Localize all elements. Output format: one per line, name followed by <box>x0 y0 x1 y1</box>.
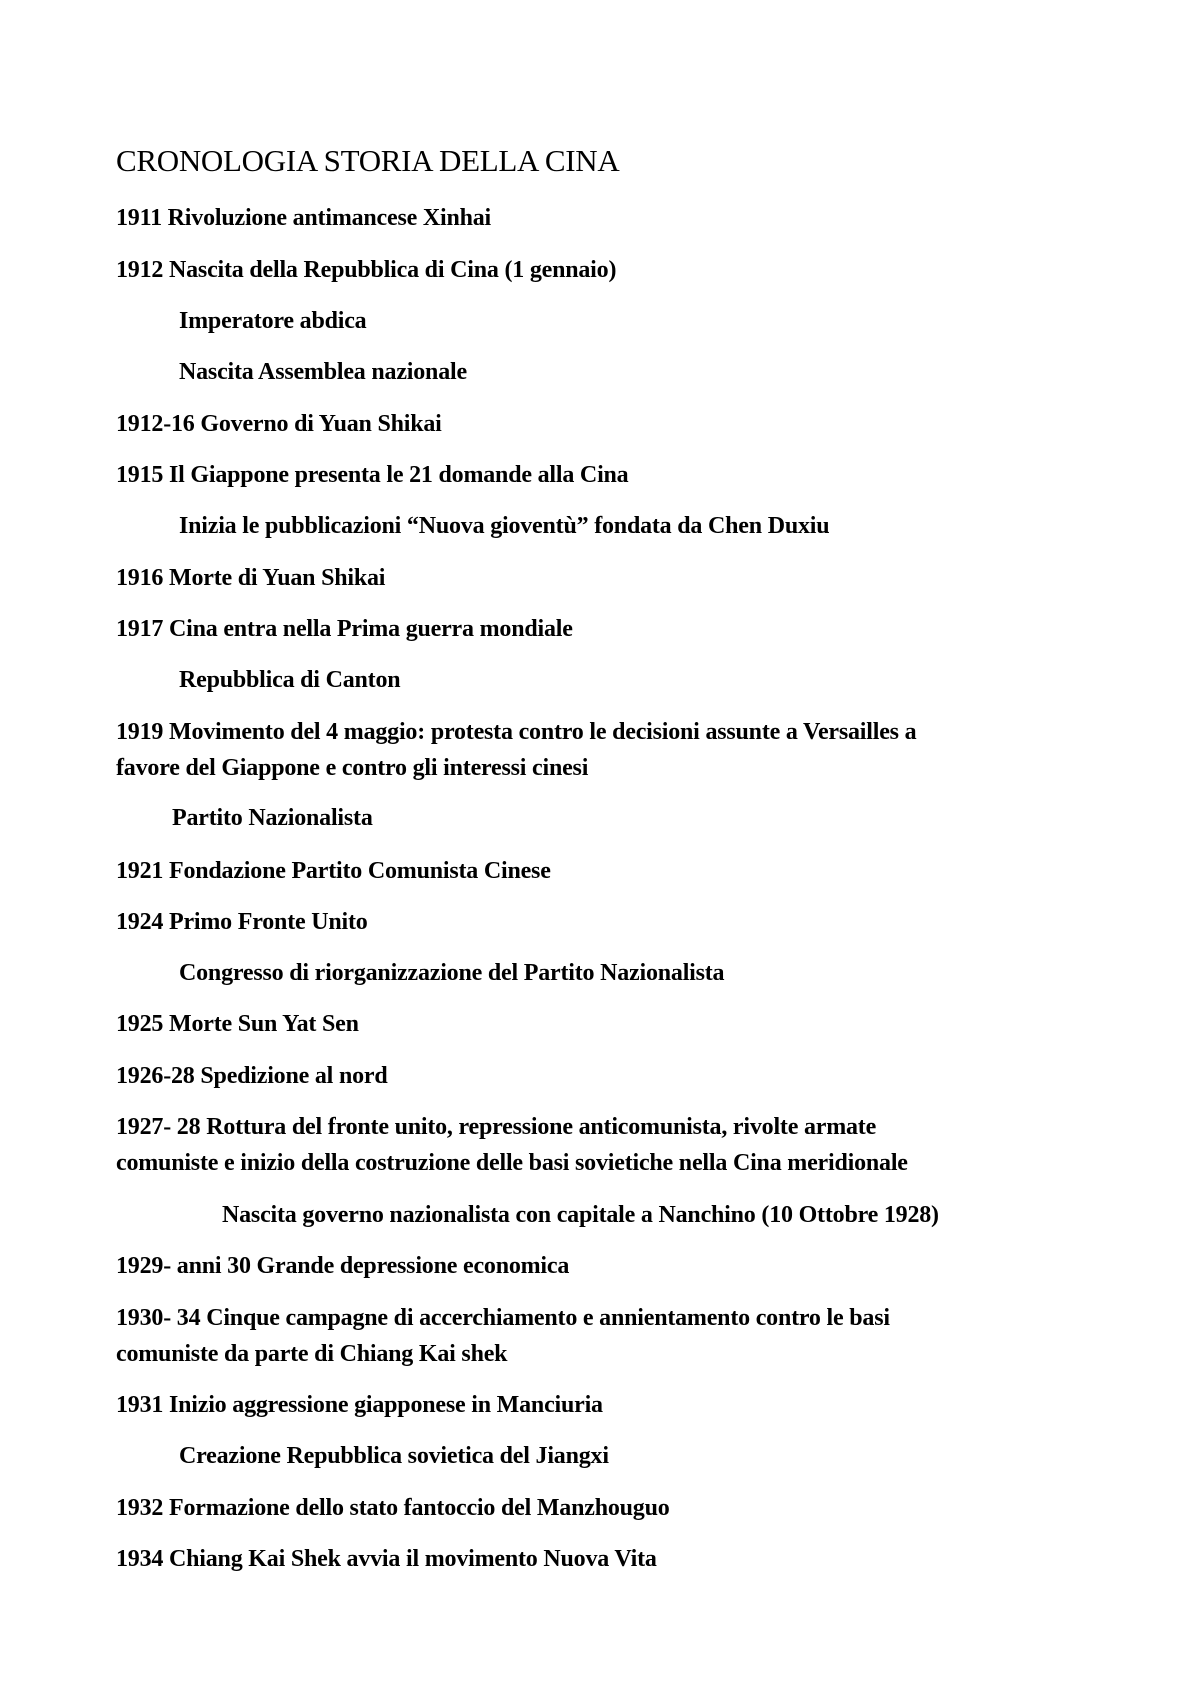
timeline-entry: 1934 Chiang Kai Shek avvia il movimento Nuova Vita <box>116 1546 657 1572</box>
timeline-subentry: Nascita Assemblea nazionale <box>179 359 467 385</box>
timeline-entry: 1919 Movimento del 4 maggio: protesta contro le decisioni assunte a Versailles a <box>116 719 917 745</box>
timeline-subentry: Repubblica di Canton <box>179 667 401 693</box>
timeline-subentry: Congresso di riorganizzazione del Partito Nazionalista <box>179 960 725 986</box>
timeline-entry: 1921 Fondazione Partito Comunista Cinese <box>116 858 551 884</box>
timeline-entry: 1930- 34 Cinque campagne di accerchiamento e annientamento contro le basi <box>116 1305 890 1331</box>
timeline-subentry: Inizia le pubblicazioni “Nuova gioventù” fondata da Chen Duxiu <box>179 513 830 539</box>
timeline-subentry: Creazione Repubblica sovietica del Jiangxi <box>179 1443 609 1469</box>
timeline-subentry: Nascita governo nazionalista con capitale a Nanchino (10 Ottobre 1928) <box>222 1202 939 1228</box>
timeline-entry: 1932 Formazione dello stato fantoccio del Manzhouguo <box>116 1495 670 1521</box>
timeline-entry: 1927- 28 Rottura del fronte unito, repressione anticomunista, rivolte armate <box>116 1114 877 1140</box>
timeline-entry: 1911 Rivoluzione antimancese Xinhai <box>116 205 492 231</box>
timeline-entry: 1926-28 Spedizione al nord <box>116 1063 388 1089</box>
timeline-entry: 1912-16 Governo di Yuan Shikai <box>116 411 442 437</box>
timeline-entry: 1925 Morte Sun Yat Sen <box>116 1011 359 1037</box>
document-title: CRONOLOGIA STORIA DELLA CINA <box>116 143 620 178</box>
timeline-entry: 1931 Inizio aggressione giapponese in Manciuria <box>116 1392 603 1418</box>
timeline-entry-continuation: favore del Giappone e contro gli interessi cinesi <box>116 755 589 781</box>
timeline-entry: 1917 Cina entra nella Prima guerra mondiale <box>116 616 573 642</box>
timeline-entry-continuation: comuniste e inizio della costruzione delle basi sovietiche nella Cina meridionale <box>116 1150 908 1176</box>
timeline-entry: 1916 Morte di Yuan Shikai <box>116 565 386 591</box>
timeline-subentry: Partito Nazionalista <box>172 805 373 831</box>
timeline-subentry: Imperatore abdica <box>179 308 367 334</box>
timeline-entry: 1924 Primo Fronte Unito <box>116 909 368 935</box>
timeline-entry: 1915 Il Giappone presenta le 21 domande alla Cina <box>116 462 629 488</box>
timeline-entry: 1929- anni 30 Grande depressione economica <box>116 1253 570 1279</box>
timeline-entry: 1912 Nascita della Repubblica di Cina (1 gennaio) <box>116 257 617 283</box>
timeline-entry-continuation: comuniste da parte di Chiang Kai shek <box>116 1341 508 1367</box>
